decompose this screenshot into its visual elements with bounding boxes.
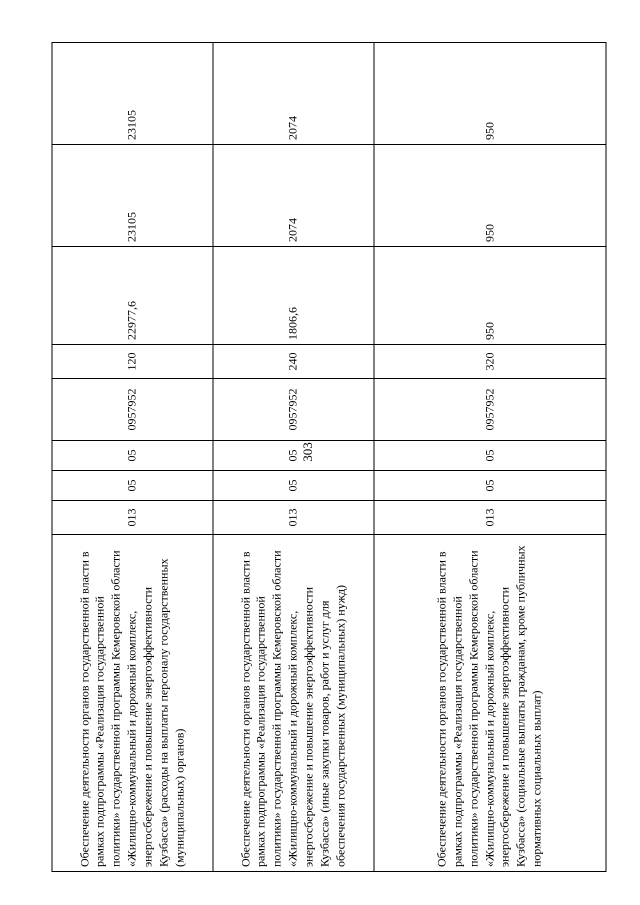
budget-table <box>52 42 607 872</box>
ministry-code-cell: 013 <box>374 500 606 534</box>
row-description: Обеспечение деятельности органов государственной власти в рамках подпрограммы «Реализация государственной политики» государственной программы Кемеровской области «Жилищно-коммунальный и дорожный комплекс, энергосбережение и повышение энергоэффективности Кузбасса» (социальные выплаты гражданам, кроме публичных нормативных социальных выплат) <box>374 534 606 871</box>
target-article-cell: 0957952 <box>52 378 213 440</box>
ministry-code-cell: 013 <box>213 500 374 534</box>
amount-cell-3: 950 <box>374 42 606 144</box>
target-article-cell: 0957952 <box>213 378 374 440</box>
amount-cell-1: 22977,6 <box>52 246 213 344</box>
expense-type-cell: 120 <box>52 344 213 378</box>
table-row <box>52 42 213 871</box>
expense-type-cell: 240 <box>213 344 374 378</box>
section-cell: 05 <box>374 470 606 500</box>
section-cell: 05 <box>52 470 213 500</box>
amount-cell-1: 950 <box>374 246 606 344</box>
row-description: Обеспечение деятельности органов государственной власти в рамках подпрограммы «Реализация государственной политики» государственной программы Кемеровской области «Жилищно-коммунальный и дорожный комплекс, энергосбережение и повышение энергоэффективности Кузбасса» (иные закупки товаров, работ и услуг для обеспечения государственных (муниципальных) нужд) <box>213 534 374 871</box>
subsection-cell: 05 <box>213 440 374 470</box>
section-cell: 05 <box>213 470 374 500</box>
table-row <box>374 42 606 871</box>
page-number: 303 <box>300 442 315 462</box>
amount-cell-3: 23105 <box>52 42 213 144</box>
table-row <box>213 42 374 871</box>
budget-table-container <box>52 42 606 871</box>
ministry-code-cell: 013 <box>52 500 213 534</box>
expense-type-cell: 320 <box>374 344 606 378</box>
subsection-cell: 05 <box>52 440 213 470</box>
amount-cell-2: 950 <box>374 144 606 246</box>
amount-cell-1: 1806,6 <box>213 246 374 344</box>
amount-cell-3: 2074 <box>213 42 374 144</box>
target-article-cell: 0957952 <box>374 378 606 440</box>
amount-cell-2: 2074 <box>213 144 374 246</box>
subsection-cell: 05 <box>374 440 606 470</box>
amount-cell-2: 23105 <box>52 144 213 246</box>
row-description: Обеспечение деятельности органов государственной власти в рамках подпрограммы «Реализация государственной политики» государственной программы Кемеровской области «Жилищно-коммунальный и дорожный комплекс, энергосбережение и повышение энергоэффективности Кузбасса» (расходы на выплаты персоналу государственных (муниципальных) органов) <box>52 534 213 871</box>
